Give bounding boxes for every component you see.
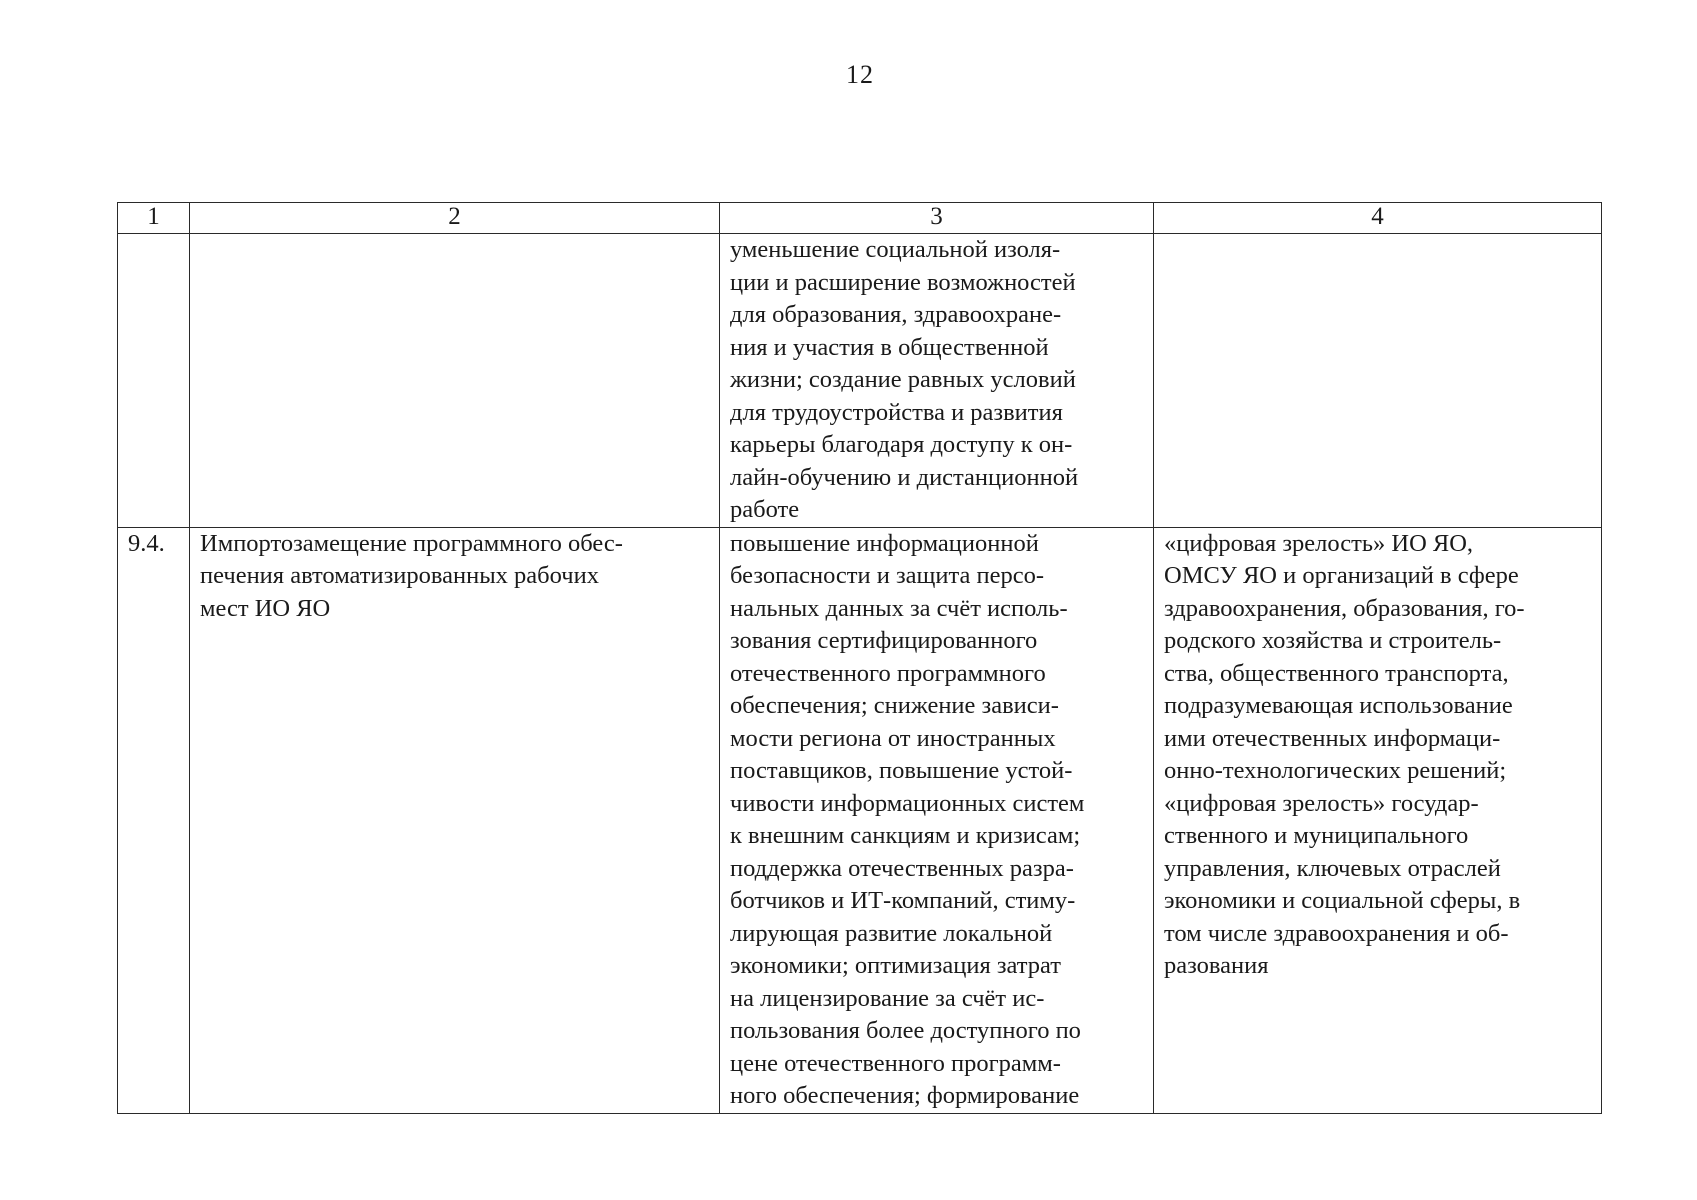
row-number-cell xyxy=(118,234,190,528)
cell-text-line: «цифровая зрелость» государ- xyxy=(1164,789,1479,817)
cell-text-line: Импортозамещение программного обес- xyxy=(200,529,623,557)
cell-text-line: ботчиков и ИТ-компаний, стиму- xyxy=(730,887,1076,914)
cell-text-line: «цифровая зрелость» ИО ЯО, xyxy=(1164,529,1474,557)
cell-text-line: родского хозяйства и строитель- xyxy=(1164,627,1502,654)
cell-text-line: зования сертифицированного xyxy=(730,627,1038,654)
cell-text-line: повышение информационной xyxy=(730,529,1039,557)
cell-text-line: уменьшение социальной изоля- xyxy=(730,236,1061,263)
cell-text-line: ственного и муниципального xyxy=(1164,822,1469,849)
header-col-4: 4 xyxy=(1154,203,1602,234)
cell-text-line: разования xyxy=(1164,952,1269,979)
cell-text-line: печения автоматизированных рабочих xyxy=(200,562,599,589)
table-row xyxy=(118,527,1602,1113)
cell-text-line: ими отечественных информаци- xyxy=(1164,724,1501,752)
effect-cell xyxy=(720,234,1154,528)
cell-text-line: жизни; создание равных условий xyxy=(730,366,1076,393)
cell-text-line: подразумевающая использование xyxy=(1164,692,1513,719)
cell-text-line: ОМСУ ЯО и организаций в сфере xyxy=(1164,562,1519,589)
effect-cell xyxy=(720,527,1154,1113)
row-number-cell xyxy=(118,527,190,1113)
cell-text-line: здравоохранения, образования, го- xyxy=(1164,594,1525,622)
measure-cell xyxy=(190,234,720,528)
row-number: 9.4. xyxy=(128,529,165,557)
header-col-3: 3 xyxy=(720,203,1154,234)
measure-cell xyxy=(190,527,720,1113)
cell-text-line: экономики; оптимизация затрат xyxy=(730,952,1061,979)
page-number: 12 xyxy=(846,60,874,89)
cell-text-line: пользования более доступного по xyxy=(730,1017,1081,1044)
cell-text-line: обеспечения; снижение зависи- xyxy=(730,692,1059,719)
cell-text-line: на лицензирование за счёт ис- xyxy=(730,984,1045,1012)
cell-text-line: управления, ключевых отраслей xyxy=(1164,854,1501,882)
cell-text-line: для образования, здравоохране- xyxy=(730,301,1062,328)
cell-text-line: ния и участия в общественной xyxy=(730,333,1049,361)
header-row xyxy=(118,203,1602,234)
cell-text-line: чивости информационных систем xyxy=(730,789,1085,817)
cell-text-line: отечественного программного xyxy=(730,659,1046,687)
table-row xyxy=(118,234,1602,528)
cell-text-line: лирующая развитие локальной xyxy=(730,919,1053,947)
cell-text-line: цене отечественного программ- xyxy=(730,1049,1061,1077)
cell-text-line: поставщиков, повышение устой- xyxy=(730,757,1073,784)
data-table xyxy=(117,202,1602,1114)
cell-text-line: работе xyxy=(730,496,800,523)
cell-text-line: мест ИО ЯО xyxy=(200,594,331,622)
cell-text-line: ства, общественного транспорта, xyxy=(1164,659,1509,687)
header-col-2: 2 xyxy=(190,203,720,234)
cell-text-line: поддержка отечественных разра- xyxy=(730,854,1074,882)
cell-text-line: мости региона от иностранных xyxy=(730,724,1056,752)
header-col-1: 1 xyxy=(118,203,190,234)
cell-text-line: том числе здравоохранения и об- xyxy=(1164,919,1509,947)
cell-text-line: для трудоустройства и развития xyxy=(730,398,1063,426)
cell-text-line: лайн-обучению и дистанционной xyxy=(730,463,1079,491)
result-cell xyxy=(1154,234,1602,528)
cell-text-line: к внешним санкциям и кризисам; xyxy=(730,822,1081,849)
cell-text-line: карьеры благодаря доступу к он- xyxy=(730,431,1073,458)
cell-text-line: нальных данных за счёт исполь- xyxy=(730,594,1068,622)
cell-text-line: ного обеспечения; формирование xyxy=(730,1082,1080,1109)
result-cell xyxy=(1154,527,1602,1113)
cell-text-line: экономики и социальной сферы, в xyxy=(1164,887,1521,914)
cell-text-line: безопасности и защита персо- xyxy=(730,562,1045,589)
cell-text-line: ции и расширение возможностей xyxy=(730,268,1076,296)
cell-text-line: онно-технологических решений; xyxy=(1164,757,1507,784)
